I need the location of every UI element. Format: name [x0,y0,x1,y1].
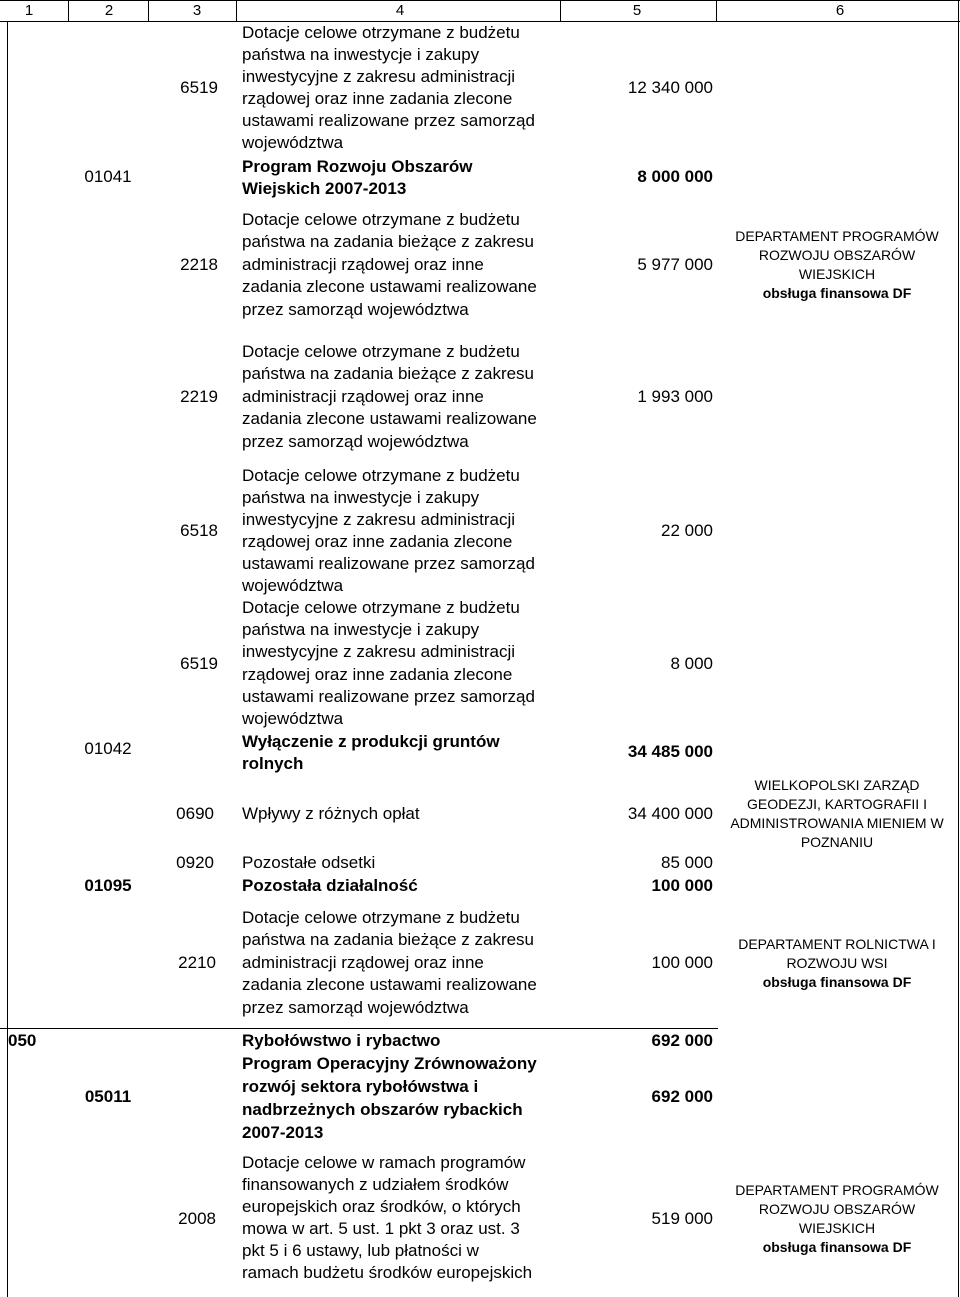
description-line: administracji rządowej oraz inne [242,255,484,274]
chapter-code: 05011 [84,1087,132,1106]
description-line: Pozostała działalność [242,876,418,895]
paragraph-code: 2218 [180,255,218,274]
paragraph-code: 6519 [180,78,218,97]
description-line: Wpływy z różnych opłat [242,804,420,823]
description-line: rządowej oraz inne zadania zlecone [242,532,513,551]
description-line: pkt 5 i 6 ustawy, lub płatności w [242,1241,479,1260]
amount: 8 000 000 [637,167,713,186]
description-line: Dotacje celowe otrzymane z budżetu [242,342,520,361]
paragraph-code: 0690 [176,804,214,823]
description-line: Dotacje celowe w ramach programów [242,1153,526,1172]
description-line: przez samorząd województwa [242,432,469,451]
department-label: DEPARTAMENT PROGRAMÓW ROZWOJU OBSZARÓW WIEJSKICH obsługa finansowa DF [735,228,939,301]
description-line: rządowej oraz inne zadania zlecone [242,665,513,684]
description-line: mowa w art. 5 ust. 1 pkt 3 oraz ust. 3 [242,1219,520,1238]
header-divider-1 [68,0,69,22]
description-line: rządowej oraz inne zadania zlecone [242,89,513,108]
description-line: Wyłączenie z produkcji gruntów [242,732,500,751]
chapter-code: 01042 [84,739,132,758]
description-line: Dotacje celowe otrzymane z budżetu [242,466,520,485]
description-line: rozwój sektora rybołówstwa i [242,1077,479,1096]
description-line: województwa [242,576,344,595]
table-right-border [958,0,959,1297]
paragraph-code: 2219 [180,387,218,406]
header-col-3: 3 [192,2,202,19]
description-line: państwa na zadania bieżące z zakresu [242,364,535,383]
description-line: administracji rządowej oraz inne [242,387,484,406]
division-code: 050 [8,1031,37,1050]
header-divider-4 [560,0,561,22]
amount: 100 000 [651,953,713,972]
amount: 1 993 000 [637,387,713,406]
description-line: inwestycyjne z zakresu administracji [242,67,516,86]
paragraph-code: 2008 [178,1209,216,1228]
description-line: rolnych [242,754,304,773]
section-050-top-border [0,1028,718,1029]
description-line: ustawami realizowane przez samorząd [242,554,535,573]
description-line: województwa [242,133,344,152]
description-line: 2007-2013 [242,1123,324,1142]
amount: 692 000 [651,1087,713,1106]
description-line: państwa na zadania bieżące z zakresu [242,930,535,949]
header-col-1: 1 [24,2,34,19]
chapter-code: 01095 [84,876,132,895]
description-line: Dotacje celowe otrzymane z budżetu [242,598,520,617]
description-line: przez samorząd województwa [242,300,469,319]
header-col-5: 5 [632,2,642,19]
description-line: zadania zlecone ustawami realizowane [242,975,537,994]
header-col-4: 4 [395,2,405,19]
paragraph-code: 0920 [176,853,214,872]
description-line: państwa na zadania bieżące z zakresu [242,232,535,251]
amount: 34 485 000 [627,742,713,761]
description-line: ustawami realizowane przez samorząd [242,687,535,706]
description-line: administracji rządowej oraz inne [242,953,484,972]
amount: 692 000 [651,1031,713,1050]
amount: 5 977 000 [637,255,713,274]
description-line: Dotacje celowe otrzymane z budżetu [242,908,520,927]
description-line: finansowanych z udziałem środków [242,1175,509,1194]
amount: 12 340 000 [627,78,713,97]
paragraph-code: 2210 [178,953,216,972]
department-label: DEPARTAMENT PROGRAMÓW ROZWOJU OBSZARÓW WIEJSKICH obsługa finansowa DF [735,1182,939,1255]
description-line: Program Operacyjny Zrównoważony [242,1054,537,1073]
header-col-2: 2 [104,2,114,19]
header-divider-5 [716,0,717,22]
description-line: państwa na inwestycje i zakupy [242,620,480,639]
description-line: Program Rozwoju Obszarów [242,157,473,176]
header-top-border [0,0,960,1]
description-line: Dotacje celowe otrzymane z budżetu [242,23,520,42]
description-line: Pozostałe odsetki [242,853,376,872]
header-divider-3 [236,0,237,22]
department-label: DEPARTAMENT ROLNICTWA I ROZWOJU WSI obsługa finansowa DF [738,936,936,990]
description-line: ustawami realizowane przez samorząd [242,111,535,130]
header-divider-2 [148,0,149,22]
chapter-code: 01041 [84,167,132,186]
description-line: państwa na inwestycje i zakupy [242,45,480,64]
amount: 519 000 [651,1209,713,1228]
description-line: województwa [242,709,344,728]
description-line: inwestycyjne z zakresu administracji [242,510,516,529]
amount: 100 000 [651,876,713,895]
description-line: inwestycyjne z zakresu administracji [242,642,516,661]
description-line: europejskich oraz środków, o których [242,1197,521,1216]
department-label: WIELKOPOLSKI ZARZĄD GEODEZJI, KARTOGRAFII I ADMINISTROWANIA MIENIEM W POZNANIU [730,777,944,850]
description-line: zadania zlecone ustawami realizowane [242,409,537,428]
description-line: przez samorząd województwa [242,998,469,1017]
description-line: nadbrzeżnych obszarów rybackich [242,1100,523,1119]
amount: 85 000 [661,853,713,872]
description-line: Wiejskich 2007-2013 [242,179,407,198]
table-left-border [7,22,8,1297]
header-col-6: 6 [835,2,845,19]
amount: 34 400 000 [627,804,713,823]
description-line: Rybołówstwo i rybactwo [242,1031,441,1050]
amount: 22 000 [661,521,713,540]
description-line: zadania zlecone ustawami realizowane [242,277,537,296]
amount: 8 000 [670,654,713,673]
paragraph-code: 6518 [180,521,218,540]
description-line: ramach budżetu środków europejskich [242,1263,533,1282]
description-line: Dotacje celowe otrzymane z budżetu [242,210,520,229]
description-line: państwa na inwestycje i zakupy [242,488,480,507]
paragraph-code: 6519 [180,654,218,673]
